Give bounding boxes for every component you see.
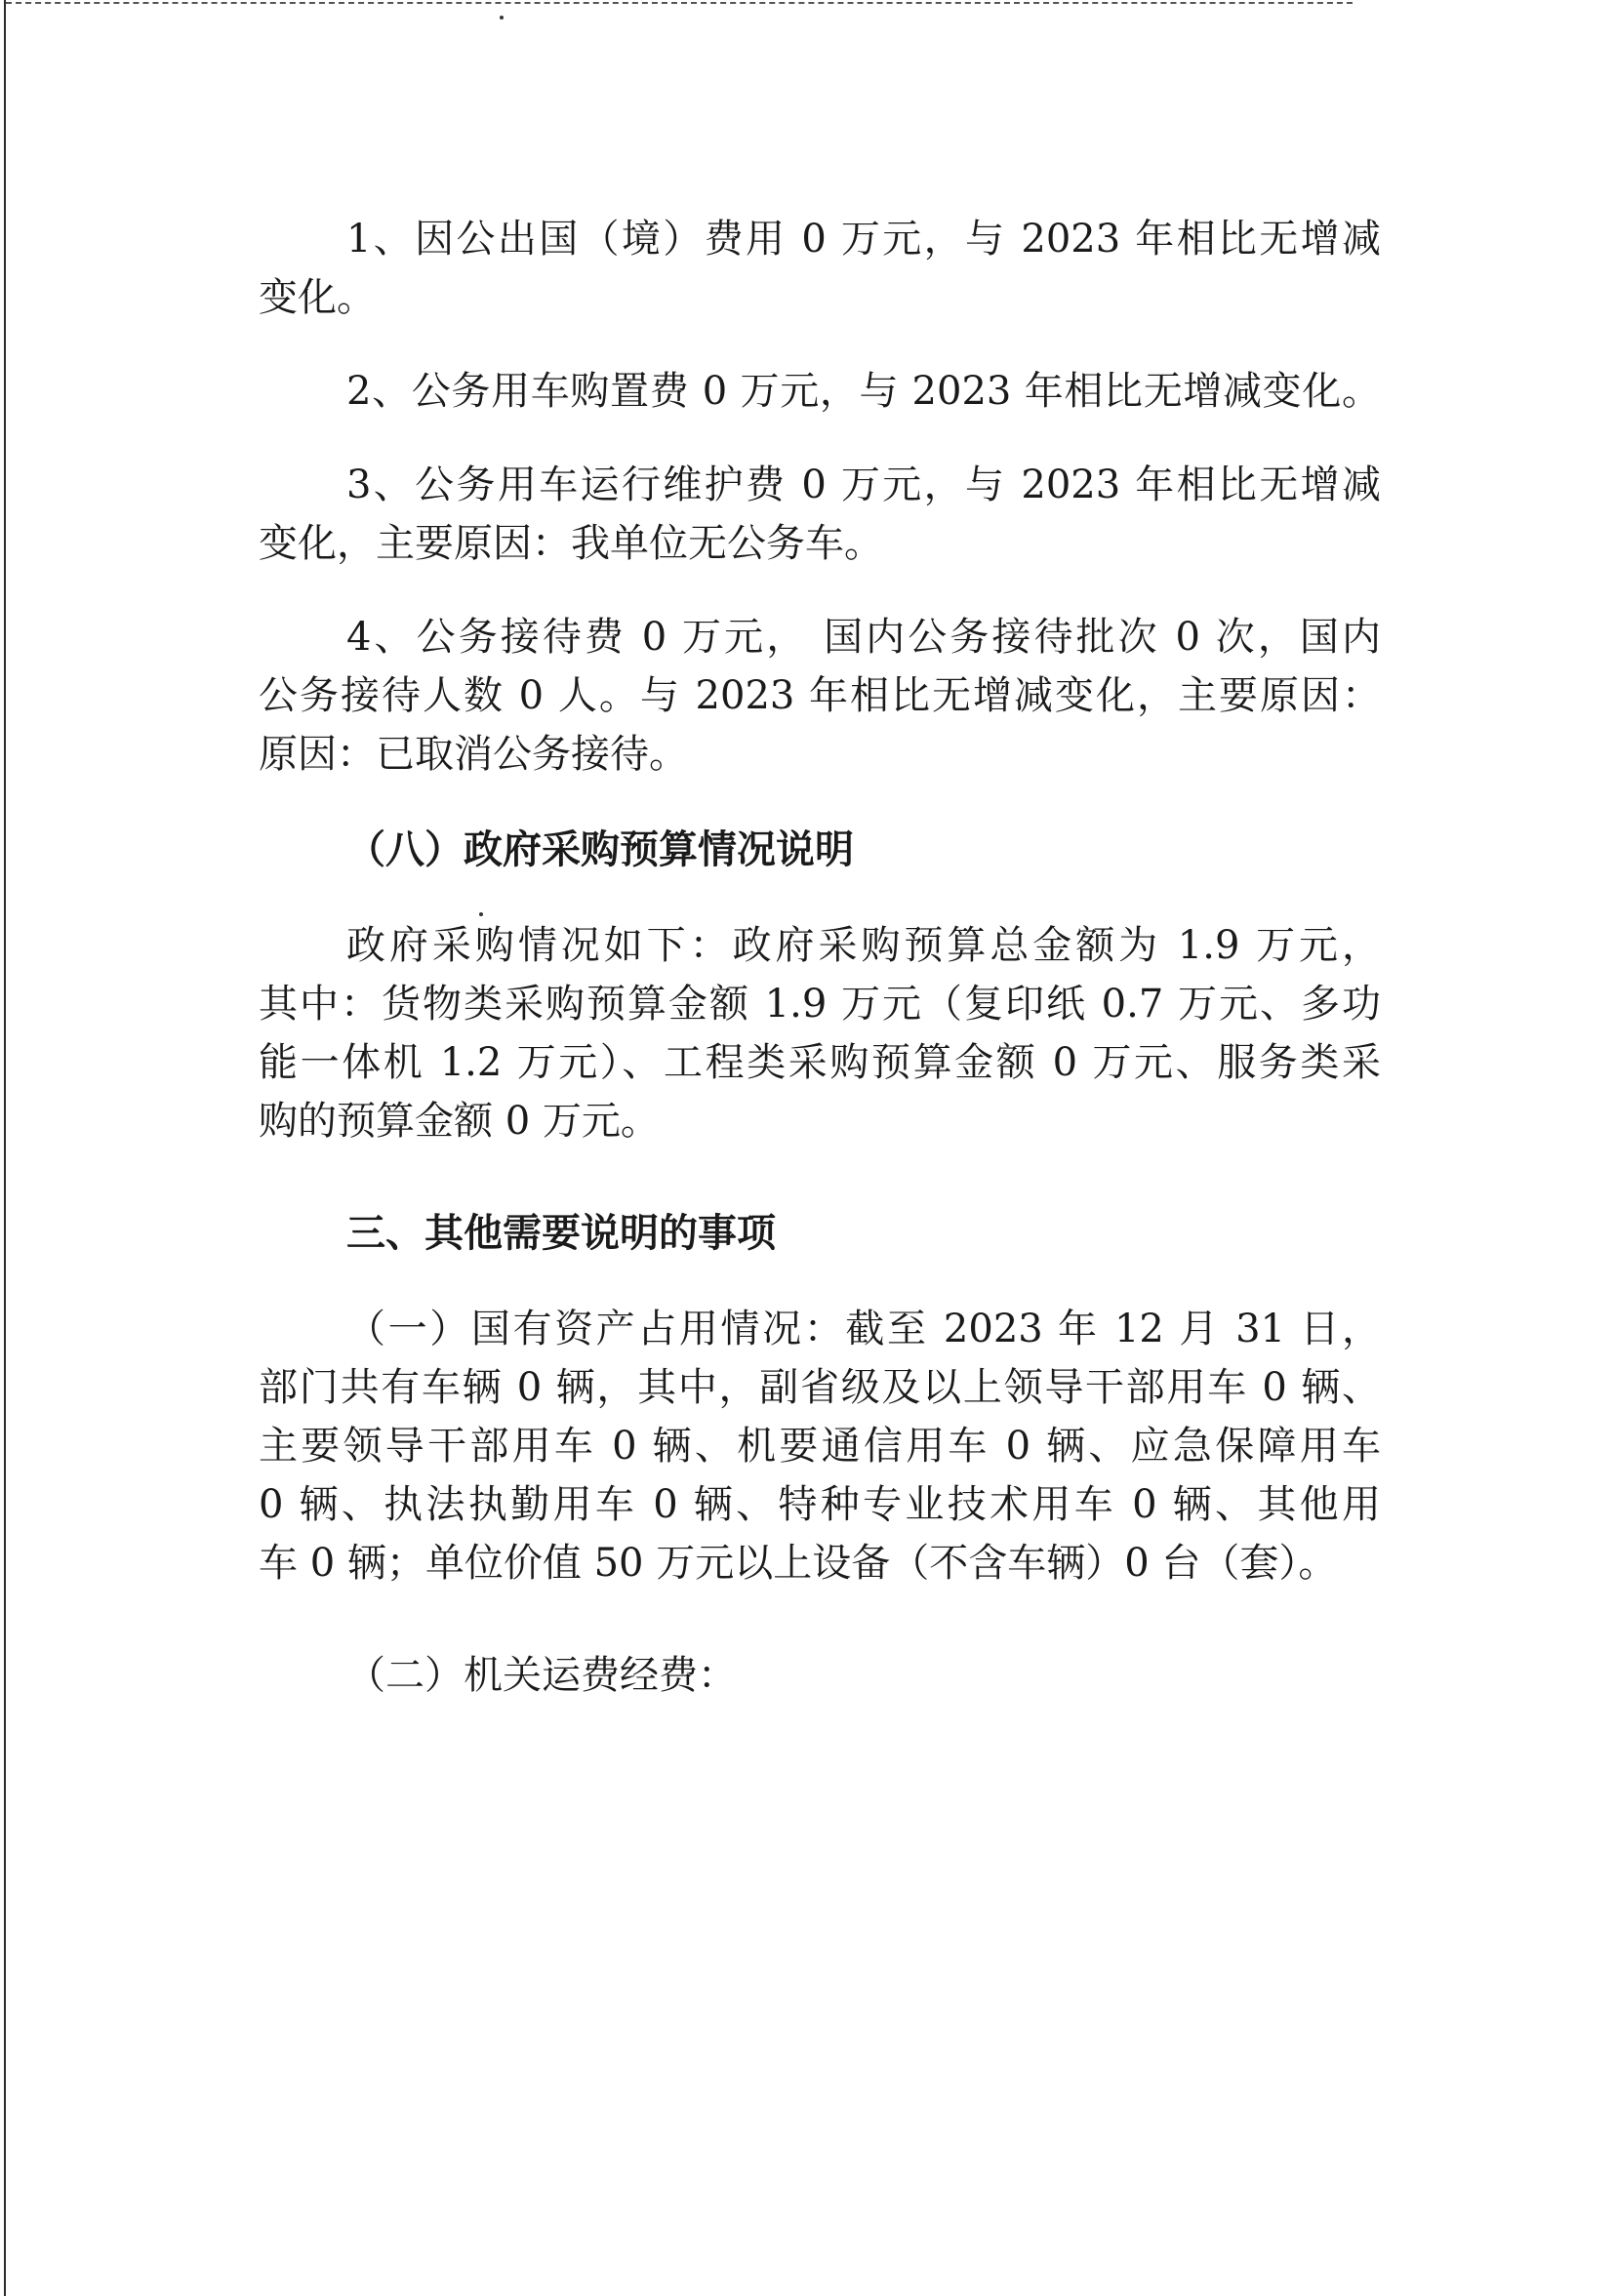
text-line: 变化，主要原因：我单位无公务车。 xyxy=(259,521,883,566)
document-body xyxy=(259,210,1381,1705)
text-line: 变化。 xyxy=(259,275,376,320)
text-line: 4、公务接待费 0 万元， 国内公务接待批次 0 次，国内 xyxy=(346,615,1381,660)
text-line: 3、公务用车运行维护费 0 万元，与 2023 年相比无增减 xyxy=(346,463,1381,507)
paragraph-reception xyxy=(259,608,1381,784)
text-line: 其中：货物类采购预算金额 1.9 万元（复印纸 0.7 万元、多功 xyxy=(259,982,1381,1027)
scan-speck xyxy=(500,16,504,20)
text-line: （一）国有资产占用情况：截至 2023 年 12 月 31 日， xyxy=(346,1307,1381,1351)
text-line: 主要领导干部用车 0 辆、机要通信用车 0 辆、应急保障用车 xyxy=(259,1424,1381,1469)
paragraph-operating-funds xyxy=(259,1646,1381,1705)
text-line: 2、公务用车购置费 0 万元，与 2023 年相比无增减变化。 xyxy=(346,369,1381,414)
text-line: 1、因公出国（境）费用 0 万元，与 2023 年相比无增减 xyxy=(346,217,1381,262)
scan-left-border xyxy=(4,0,6,2296)
paragraph-vehicle-maintenance xyxy=(259,456,1381,573)
paragraph-travel-abroad xyxy=(259,210,1381,327)
text-line: 公务接待人数 0 人。与 2023 年相比无增减变化，主要原因： xyxy=(259,673,1381,718)
text-line: 部门共有车辆 0 辆，其中，副省级及以上领导干部用车 0 辆、 xyxy=(259,1365,1381,1410)
paragraph-procurement xyxy=(259,916,1381,1150)
text-line: 车 0 辆；单位价值 50 万元以上设备（不含车辆）0 台（套）。 xyxy=(259,1541,1338,1586)
text-line: （二）机关运费经费： xyxy=(346,1653,737,1698)
text-line: 原因：已取消公务接待。 xyxy=(259,732,688,777)
text-line: 能一体机 1.2 万元）、工程类采购预算金额 0 万元、服务类采 xyxy=(259,1040,1381,1085)
text-line: 0 辆、执法执勤用车 0 辆、特种专业技术用车 0 辆、其他用 xyxy=(259,1482,1381,1527)
paragraph-vehicle-purchase xyxy=(259,362,1381,421)
text-line: 购的预算金额 0 万元。 xyxy=(259,1099,660,1144)
section-heading-procurement: （八）政府采购预算情况说明 xyxy=(346,827,854,872)
section-heading-other-matters: 三、其他需要说明的事项 xyxy=(346,1211,776,1256)
scan-top-border xyxy=(6,2,1353,4)
paragraph-state-assets xyxy=(259,1300,1381,1592)
text-line: 政府采购情况如下：政府采购预算总金额为 1.9 万元， xyxy=(346,923,1381,968)
